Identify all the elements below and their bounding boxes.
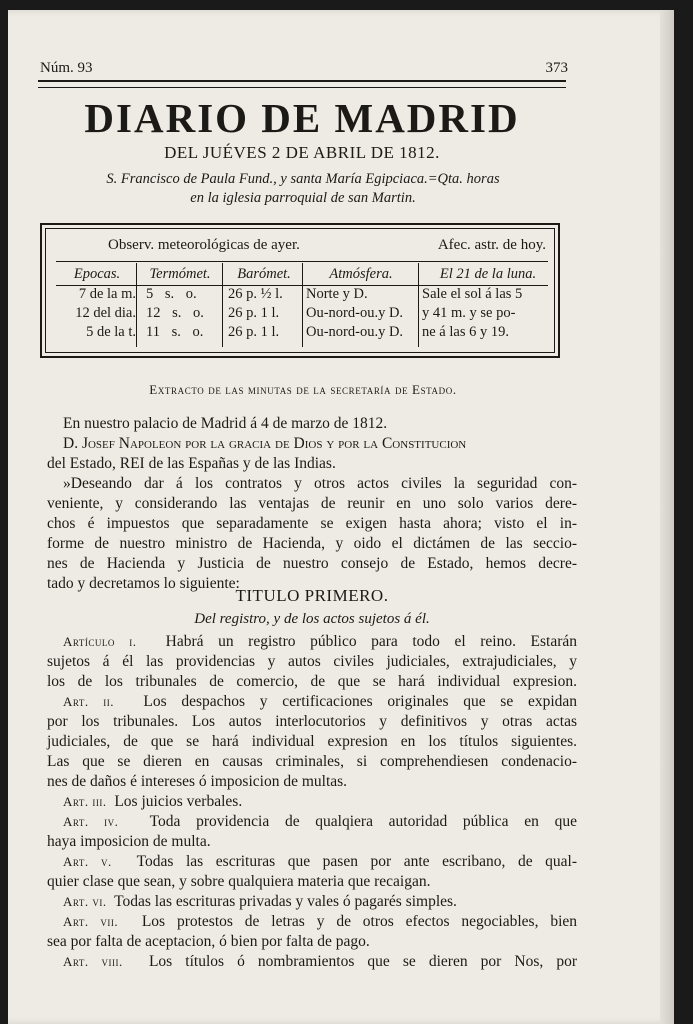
- text-line: »Deseando dar á los contratos y otros actos civiles la seguridad con-: [63, 475, 577, 492]
- text-line: Las que se dieren en causas criminales, si comprehendiesen condenacio-: [47, 753, 577, 770]
- article-line: [47, 812, 577, 832]
- text-line: del Estado, REI de las Españas y de las Indias.: [47, 455, 336, 472]
- column-header: El 21 de la luna.: [439, 266, 537, 282]
- column-atmosfera: [304, 263, 418, 347]
- astro-title: Afec. astr. de hoy.: [437, 237, 546, 253]
- article-line: [47, 632, 577, 652]
- saints-line: S. Francisco de Paula Fund., y santa María Egipciaca.=Qta. horas: [106, 171, 500, 187]
- text-line: tado y decretamos lo siguiente:: [47, 575, 240, 592]
- article-text: Los despachos y certificaciones originales que se expidan: [143, 693, 578, 710]
- table-cell: 7 de la m.: [78, 286, 136, 302]
- text-line: los de los tribunales de comercio, de que se hará individual expresion.: [47, 673, 577, 690]
- table-cell: Norte y D.: [306, 286, 368, 302]
- table-cell: 26 p. 1 l.: [228, 305, 280, 321]
- table-cell: ne á las 6 y 19.: [422, 324, 509, 340]
- table-rule: [56, 261, 548, 262]
- articles: [47, 632, 577, 972]
- table-cell: 11 s. o.: [146, 324, 204, 340]
- article-label: Artículo i.: [63, 634, 137, 649]
- text-line: haya imposicion de multa.: [47, 833, 211, 850]
- column-luna: [422, 263, 554, 347]
- text-line: veniente, y considerando las ventajas de reunir en uno solo varios dere-: [47, 495, 577, 512]
- article-label: Art. ii.: [63, 694, 114, 709]
- section-headline: Extracto de las minutas de la secretaría de Estado.: [149, 382, 457, 397]
- table-cell: 12 del dia.: [75, 305, 136, 321]
- column-header: Epocas.: [73, 266, 121, 282]
- running-head: [40, 60, 568, 77]
- text-line: sujetos á él las providencias y autos civiles judiciales, extrajudiciales, y: [47, 653, 577, 670]
- article-text: Toda providencia de qualqiera autoridad pública en que: [149, 813, 577, 830]
- article-label: Art. vii.: [63, 914, 119, 929]
- article-line: [47, 692, 577, 712]
- table-cell: 12 s. o.: [146, 305, 204, 321]
- text-line: nes de daños é intereses ó imposicion de multas.: [47, 773, 348, 790]
- column-header: Termómet.: [149, 266, 211, 282]
- article-text: Los títulos ó nombramientos que se dieren por Nos, por: [148, 953, 577, 970]
- saints-line: en la iglesia parroquial de san Martin.: [190, 190, 416, 206]
- article-line: [47, 792, 577, 812]
- page-number: 373: [545, 60, 568, 76]
- text-line: chos é impuestos que separadamente se exigen hasta ahora; visto el in-: [47, 515, 577, 532]
- issue-number: Núm. 93: [40, 60, 93, 76]
- article-label: Art. vi.: [63, 894, 107, 909]
- article-text: Los protestos de letras y de otros efectos negociables, bien: [141, 913, 578, 930]
- article-text: Todas las escrituras que pasen por ante escribano, de qual-: [136, 853, 577, 870]
- header-rule: [38, 80, 566, 88]
- saints-of-day: [40, 170, 566, 208]
- text-line: quier clase que sean, y sobre qualquiera materia que recaigan.: [47, 873, 431, 890]
- table-cell: 26 p. ½ l.: [228, 286, 283, 302]
- article-label: Art. viii.: [63, 954, 123, 969]
- text-line: forme de nuestro ministro de Hacienda, y oido el dictámen de las seccio-: [47, 535, 577, 552]
- text-line: En nuestro palacio de Madrid á 4 de marzo de 1812.: [63, 415, 388, 432]
- text-line: sea por falta de aceptacion, ó bien por falta de pago.: [47, 933, 370, 950]
- text-line: D. Josef Napoleon por la gracia de Dios y por la Constitucion: [63, 435, 467, 452]
- column-divider: [302, 263, 303, 347]
- column-termometro: [140, 263, 220, 347]
- text-line: nes de Hacienda y Justicia de nuestro consejo de Estado, hemos decre-: [47, 555, 577, 572]
- table-cell: 26 p. 1 l.: [228, 324, 280, 340]
- text-line: por los tribunales. Los autos interlocutorios y definitivos y otras actas: [47, 713, 577, 730]
- section-subtitle: Del registro, y de los actos sujetos á él.: [194, 611, 430, 627]
- column-barometro: [226, 263, 302, 347]
- column-header: Atmósfera.: [329, 266, 393, 282]
- text-line: judiciales, de que se hará individual expresion en los títulos siguientes.: [47, 733, 577, 750]
- article-line: [47, 912, 577, 932]
- weather-title: Observ. meteorológicas de ayer.: [108, 237, 300, 253]
- article-label: Art. v.: [63, 854, 112, 869]
- article-line: [47, 952, 577, 972]
- table-cell: Ou-nord-ou.y D.: [306, 324, 404, 340]
- section-title: TITULO PRIMERO.: [235, 586, 389, 605]
- article-label: Art. iv.: [63, 814, 119, 829]
- dateline: DEL JUÉVES 2 DE ABRIL DE 1812.: [164, 143, 440, 162]
- weather-table-frame: [45, 228, 555, 353]
- article-line: [47, 852, 577, 872]
- table-cell: Ou-nord-ou.y D.: [306, 305, 404, 321]
- table-cell: y 41 m. y se po-: [422, 305, 516, 321]
- weather-table: [40, 223, 560, 358]
- table-cell: 5 s. o.: [146, 286, 197, 302]
- table-cell: 5 de la t.: [86, 324, 136, 340]
- masthead-title: DIARIO DE MADRID: [84, 95, 520, 141]
- article-text: Habrá un registro público para todo el reino. Estarán: [165, 633, 578, 650]
- column-divider: [418, 263, 419, 347]
- decree-intro: [47, 414, 577, 594]
- column-divider: [136, 263, 137, 347]
- table-cell: Sale el sol á las 5: [422, 286, 523, 302]
- article-label: Art. iii.: [63, 794, 107, 809]
- article-text: Los juicios verbales.: [114, 793, 243, 810]
- column-header: Barómet.: [237, 266, 291, 282]
- column-divider: [222, 263, 223, 347]
- article-text: Todas las escrituras privadas y vales ó pagarés simples.: [114, 893, 457, 910]
- column-epocas: [58, 263, 136, 347]
- article-line: [47, 892, 577, 912]
